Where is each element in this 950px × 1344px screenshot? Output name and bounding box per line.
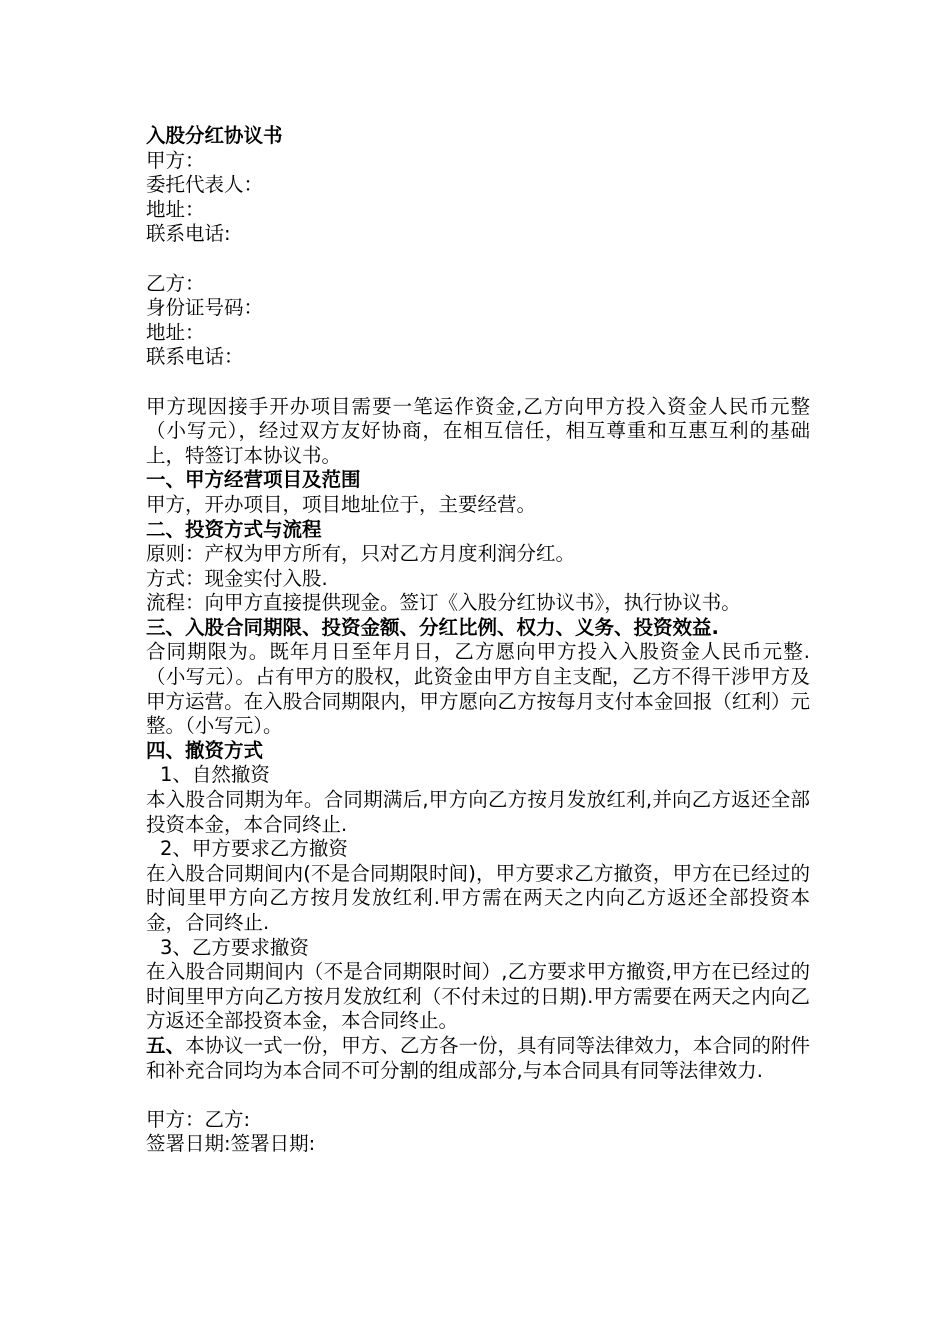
section3-body: 合同期限为。既年月日至年月日，乙方愿向甲方投入入股资金人民币元整.（小写元）。占有甲方的股权，此资金由甲方自主支配，乙方不得干涉甲方及甲方运营。在入股合同期限内，甲方愿向乙方按每月支付本金回报（红利）元整。（小写元）。 [146, 640, 810, 738]
section2-principle: 原则：产权为甲方所有，只对乙方月度利润分红。 [146, 542, 576, 566]
party-b-id-number: 身份证号码： [146, 296, 264, 320]
party-b-label: 乙方： [146, 271, 205, 295]
party-a-address: 地址： [146, 197, 205, 221]
section4-item2-title: 2、甲方要求乙方撤资 [160, 837, 348, 861]
spacer [146, 247, 810, 272]
party-a-phone: 联系电话: [146, 222, 231, 246]
section1-heading: 一、甲方经营项目及范围 [146, 468, 361, 492]
contract-document [146, 124, 810, 1157]
section3-heading: 三、入股合同期限、投资金额、分红比例、权力、义务、投资效益. [146, 615, 719, 639]
party-b-phone: 联系电话： [146, 345, 244, 369]
section4-item3-title: 3、乙方要求撤资 [160, 935, 309, 959]
spacer [146, 1083, 810, 1108]
document-title: 入股分红协议书 [146, 124, 283, 147]
section4-item1-title: 1、自然撤资 [160, 763, 270, 787]
section1-body: 甲方，开办项目，项目地址位于，主要经营。 [146, 492, 537, 516]
section4-item1-body: 本入股合同期为年。合同期满后,甲方向乙方按月发放红利,并向乙方返还全部投资本金，本合同终止. [146, 788, 810, 836]
party-b-address: 地址： [146, 320, 205, 344]
section2-process: 流程：向甲方直接提供现金。签订《入股分红协议书》，执行协议书。 [146, 591, 741, 615]
section2-method: 方式：现金实付入股. [146, 566, 328, 590]
section4-item3-body: 在入股合同期间内（不是合同期限时间）,乙方要求甲方撤资,甲方在已经过的时间里甲方向乙方按月发放红利（不付未过的日期).甲方需要在两天之内向乙方返还全部投资本金，本合同终止。 [146, 960, 810, 1033]
section5-paragraph [146, 1034, 810, 1083]
section4-item2-body: 在入股合同期间内(不是合同期限时间)，甲方要求乙方撤资，甲方在已经过的时间里甲方向乙方按月发放红利.甲方需在两天之内向乙方返还全部投资本金，合同终止. [146, 861, 810, 934]
section2-heading: 二、投资方式与流程 [146, 517, 322, 541]
intro-paragraph: 甲方现因接手开办项目需要一笔运作资金,乙方向甲方投入资金人民币元整（小写元），经过双方友好协商，在相互信任，相互尊重和互惠互利的基础上，特签订本协议书。 [146, 394, 810, 467]
party-a-representative: 委托代表人： [146, 173, 264, 197]
section5-body: 本协议一式一份，甲方、乙方各一份，具有同等法律效力，本合同的附件和补充合同均为本合同不可分割的组成部分,与本合同具有同等法律效力. [146, 1033, 810, 1082]
section4-heading: 四、撤资方式 [146, 738, 264, 762]
section5-heading: 五、 [146, 1033, 186, 1057]
signature-parties: 甲方：乙方: [146, 1107, 251, 1131]
party-a-label: 甲方： [146, 148, 205, 172]
signature-dates: 签署日期:签署日期: [146, 1132, 316, 1156]
spacer [146, 370, 810, 395]
